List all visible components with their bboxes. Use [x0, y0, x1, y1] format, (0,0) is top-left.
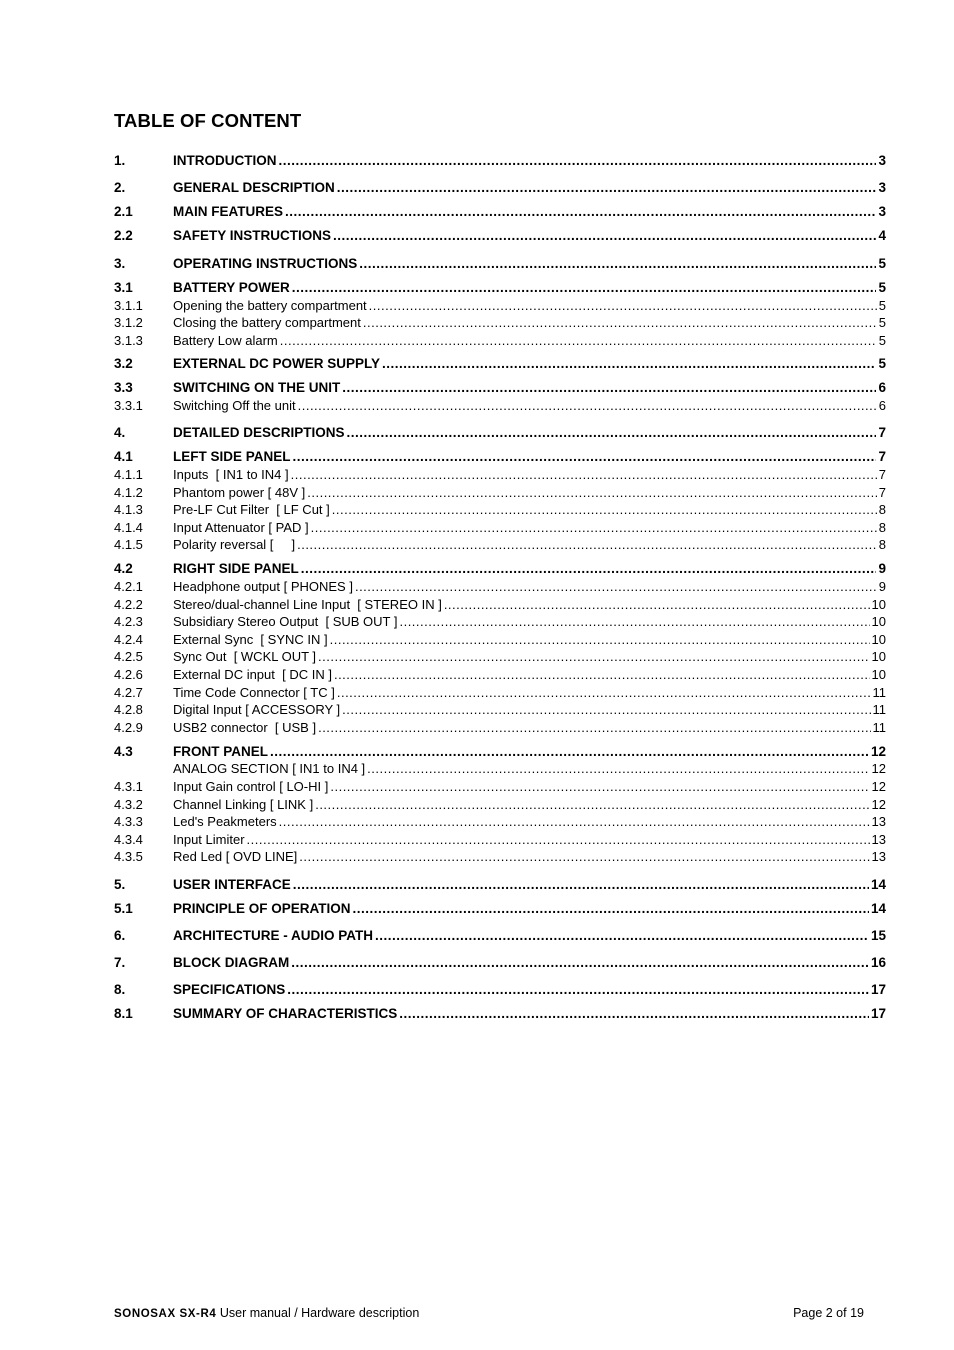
toc-dot-leader — [285, 203, 876, 220]
toc-entry-page: 14 — [870, 901, 886, 916]
toc-dot-leader — [399, 613, 869, 630]
toc-entry[interactable] — [114, 666, 886, 683]
toc-entry[interactable] — [114, 501, 886, 518]
toc-entry-number: 4.3.5 — [114, 849, 143, 864]
toc-entry-page: 5 — [878, 315, 886, 330]
toc-entry-number: 3.1.2 — [114, 315, 143, 330]
toc-entry[interactable] — [114, 719, 886, 736]
toc-entry[interactable] — [114, 314, 886, 331]
toc-entry[interactable] — [114, 332, 886, 349]
toc-entry-number: 4.3 — [114, 744, 133, 759]
toc-entry-number: 4.3.1 — [114, 779, 143, 794]
toc-entry-number: 1. — [114, 153, 126, 168]
toc-entry-page: 7 — [878, 485, 886, 500]
toc-entry-number: 6. — [114, 928, 126, 943]
toc-entry-number: 3.1 — [114, 280, 133, 295]
toc-entry-title: ANALOG SECTION [ IN1 to IN4 ] — [173, 761, 366, 776]
toc-entry[interactable] — [114, 397, 886, 414]
toc-entry-page: 17 — [870, 1006, 886, 1021]
toc-entry-title: ARCHITECTURE - AUDIO PATH — [173, 928, 373, 943]
toc-dot-leader — [247, 831, 870, 848]
toc-entry[interactable] — [114, 778, 886, 795]
toc-dot-leader — [337, 179, 877, 196]
toc-entry-page: 10 — [871, 649, 886, 664]
toc-dot-leader — [291, 954, 869, 971]
toc-dot-leader — [307, 484, 877, 501]
toc-dot-leader — [369, 297, 877, 314]
toc-entry[interactable] — [114, 876, 886, 893]
toc-entry-number: 2.2 — [114, 228, 133, 243]
toc-entry-page: 12 — [871, 779, 886, 794]
toc-entry-page: 11 — [872, 685, 886, 700]
toc-entry[interactable] — [114, 954, 886, 971]
toc-entry-number: 4.2.9 — [114, 720, 143, 735]
toc-entry-number: 8.1 — [114, 1006, 133, 1021]
toc-entry-title: SWITCHING ON THE UNIT — [173, 380, 341, 395]
toc-entry-page: 11 — [872, 720, 886, 735]
toc-entry[interactable] — [114, 203, 886, 220]
toc-dot-leader — [293, 448, 877, 465]
toc-entry-number: 4.2.6 — [114, 667, 143, 682]
toc-entry-page: 7 — [878, 425, 886, 440]
toc-entry-number: 4. — [114, 425, 126, 440]
toc-entry-page: 6 — [878, 380, 886, 395]
toc-entry-page: 5 — [878, 256, 886, 271]
toc-entry-title: Led's Peakmeters — [173, 814, 277, 829]
toc-entry-number: 4.3.4 — [114, 832, 143, 847]
toc-entry-title: Input Attenuator [ PAD ] — [173, 520, 309, 535]
toc-entry-page: 5 — [878, 333, 886, 348]
toc-entry-title: FRONT PANEL — [173, 744, 268, 759]
toc-entry-title: Sync Out [ WCKL OUT ] — [173, 649, 317, 664]
toc-entry-title: USER INTERFACE — [173, 877, 291, 892]
toc-entry[interactable] — [114, 560, 886, 577]
toc-entry-number: 4.2.7 — [114, 685, 143, 700]
toc-entry-title: SUMMARY OF CHARACTERISTICS — [173, 1006, 398, 1021]
toc-entry-title: Digital Input [ ACCESSORY ] — [173, 702, 341, 717]
toc-dot-leader — [311, 519, 877, 536]
toc-entry-title: External DC input [ DC IN ] — [173, 667, 332, 682]
toc-entry[interactable] — [114, 519, 886, 536]
toc-entry-page: 8 — [878, 502, 886, 517]
toc-entry-title: BLOCK DIAGRAM — [173, 955, 290, 970]
toc-entry[interactable] — [114, 379, 886, 396]
toc-entry-number: 4.3.3 — [114, 814, 143, 829]
toc-entry-number: 5.1 — [114, 901, 133, 916]
toc-entry[interactable] — [114, 227, 886, 244]
toc-entry[interactable] — [114, 578, 886, 595]
toc-entry-number: 4.2.8 — [114, 702, 143, 717]
toc-dot-leader — [297, 536, 877, 553]
toc-dot-leader — [342, 379, 876, 396]
toc-entry-page: 7 — [878, 449, 886, 464]
toc-dot-leader — [367, 760, 869, 777]
toc-entry-number: 3.3 — [114, 380, 133, 395]
toc-entry[interactable] — [114, 536, 886, 553]
toc-entry-page: 8 — [878, 520, 886, 535]
toc-entry-number: 4.1.5 — [114, 537, 143, 552]
toc-entry-page: 15 — [870, 928, 886, 943]
toc-dot-leader — [355, 578, 877, 595]
toc-entry-page: 9 — [878, 561, 886, 576]
toc-entry-page: 10 — [871, 614, 886, 629]
toc-entry-number: 5. — [114, 877, 126, 892]
toc-dot-leader — [270, 743, 869, 760]
toc-dot-leader — [347, 424, 877, 441]
toc-entry-title: Input Limiter — [173, 832, 245, 847]
toc-dot-leader — [299, 848, 869, 865]
toc-entry-number: 4.2.3 — [114, 614, 143, 629]
toc-dot-leader — [318, 719, 870, 736]
toc-entry-page: 10 — [871, 597, 886, 612]
toc-entry[interactable] — [114, 484, 886, 501]
toc-dot-leader — [330, 778, 869, 795]
toc-entry-page: 13 — [871, 832, 886, 847]
toc-entry-number: 4.2.1 — [114, 579, 143, 594]
toc-entry-title: Closing the battery compartment — [173, 315, 361, 330]
toc-entry-title: Battery Low alarm — [173, 333, 278, 348]
toc-entry-page: 13 — [871, 814, 886, 829]
toc-entry-page: 12 — [870, 744, 886, 759]
toc-entry-number: 3.1.3 — [114, 333, 143, 348]
toc-entry-page: 8 — [878, 537, 886, 552]
toc-entry-page: 3 — [878, 204, 886, 219]
toc-entry-title: Channel Linking [ LINK ] — [173, 797, 314, 812]
toc-entry-number: 3.3.1 — [114, 398, 143, 413]
toc-dot-leader — [292, 279, 877, 296]
toc-entry-number: 4.2.4 — [114, 632, 143, 647]
toc-dot-leader — [291, 466, 877, 483]
toc-entry[interactable] — [114, 448, 886, 465]
toc-entry[interactable] — [114, 596, 886, 613]
toc-entry-page: 12 — [871, 797, 886, 812]
toc-entry[interactable] — [114, 613, 886, 630]
toc-dot-leader — [333, 227, 876, 244]
toc-entry-page: 4 — [878, 228, 886, 243]
toc-entry-title: Input Gain control [ LO-HI ] — [173, 779, 329, 794]
toc-entry-page: 9 — [878, 579, 886, 594]
footer-page-number: Page 2 of 19 — [793, 1306, 864, 1320]
toc-entry-page: 3 — [878, 180, 886, 195]
toc-entry[interactable] — [114, 981, 886, 998]
toc-entry[interactable] — [114, 648, 886, 665]
toc-entry-title: DETAILED DESCRIPTIONS — [173, 425, 345, 440]
toc-entry[interactable] — [114, 466, 886, 483]
toc-entry-title: SAFETY INSTRUCTIONS — [173, 228, 332, 243]
toc-entry-title: USB2 connector [ USB ] — [173, 720, 317, 735]
toc-entry-number: 3.2 — [114, 356, 133, 371]
toc-dot-leader — [301, 560, 877, 577]
toc-entry[interactable] — [114, 424, 886, 441]
toc-entry[interactable] — [114, 355, 886, 372]
toc-dot-leader — [298, 397, 877, 414]
toc-entry-number: 8. — [114, 982, 126, 997]
toc-entry-title: Polarity reversal [ ] — [173, 537, 296, 552]
toc-entry-title: LEFT SIDE PANEL — [173, 449, 291, 464]
toc-entry-number: 4.1.3 — [114, 502, 143, 517]
toc-dot-leader — [337, 684, 871, 701]
toc-dot-leader — [315, 796, 869, 813]
toc-dot-leader — [334, 666, 870, 683]
toc-entry-page: 13 — [871, 849, 886, 864]
toc-entry-title: Subsidiary Stereo Output [ SUB OUT ] — [173, 614, 398, 629]
toc-entry-page: 5 — [878, 298, 886, 313]
toc-dot-leader — [287, 981, 869, 998]
toc-entry[interactable] — [114, 701, 886, 718]
toc-entry-number: 4.1.4 — [114, 520, 143, 535]
toc-dot-leader — [444, 596, 870, 613]
toc-entry-page: 17 — [870, 982, 886, 997]
toc-entry-page: 7 — [878, 467, 886, 482]
toc-dot-leader — [280, 332, 877, 349]
toc-entry-page: 3 — [878, 153, 886, 168]
toc-dot-leader — [330, 631, 870, 648]
toc-entry-title: GENERAL DESCRIPTION — [173, 180, 335, 195]
toc-entry-title: Red Led [ OVD LINE] — [173, 849, 298, 864]
toc-entry-title: Stereo/dual-channel Line Input [ STEREO IN ] — [173, 597, 442, 612]
toc-entry-number: 4.2.5 — [114, 649, 143, 664]
toc-dot-leader — [332, 501, 877, 518]
toc-dot-leader — [318, 648, 869, 665]
toc-entry[interactable] — [114, 813, 886, 830]
toc-entry-title: Pre-LF Cut Filter [ LF Cut ] — [173, 502, 330, 517]
toc-entry-title: SPECIFICATIONS — [173, 982, 286, 997]
footer-brand: SONOSAX SX-R4 — [114, 1308, 217, 1320]
toc-entry-page: 14 — [870, 877, 886, 892]
toc-entry[interactable] — [114, 796, 886, 813]
toc-entry-number: 3.1.1 — [114, 298, 143, 313]
toc-entry-title: Switching Off the unit — [173, 398, 296, 413]
toc-entry-page: 6 — [878, 398, 886, 413]
toc-entry-number: 2.1 — [114, 204, 133, 219]
toc-entry[interactable] — [114, 743, 886, 760]
toc-dot-leader — [382, 355, 876, 372]
toc-entry-number: 4.1 — [114, 449, 133, 464]
toc-entry-page: 5 — [878, 356, 886, 371]
toc-entry[interactable] — [114, 760, 886, 777]
footer-left — [114, 1306, 419, 1320]
toc-dot-leader — [353, 900, 869, 917]
toc-dot-leader — [363, 314, 877, 331]
toc-entry-title: PRINCIPLE OF OPERATION — [173, 901, 351, 916]
toc-dot-leader — [279, 813, 870, 830]
toc-entry[interactable] — [114, 179, 886, 196]
toc-entry-title: INTRODUCTION — [173, 153, 277, 168]
toc-entry-title: RIGHT SIDE PANEL — [173, 561, 299, 576]
toc-entry[interactable] — [114, 848, 886, 865]
toc-dot-leader — [375, 927, 869, 944]
footer-text: User manual / Hardware description — [219, 1306, 420, 1320]
toc-dot-leader — [399, 1005, 869, 1022]
toc-entry-title: External Sync [ SYNC IN ] — [173, 632, 328, 647]
toc-entry-number: 4.1.1 — [114, 467, 143, 482]
toc-entry-title: Time Code Connector [ TC ] — [173, 685, 335, 700]
toc-entry-page: 10 — [871, 632, 886, 647]
toc-entry[interactable] — [114, 831, 886, 848]
toc-entry[interactable] — [114, 631, 886, 648]
toc-entry[interactable] — [114, 152, 886, 169]
toc-entry[interactable] — [114, 1005, 886, 1022]
toc-entry-number: 7. — [114, 955, 126, 970]
toc-entry[interactable] — [114, 255, 886, 272]
toc-entry[interactable] — [114, 927, 886, 944]
toc-entry-title: Inputs [ IN1 to IN4 ] — [173, 467, 289, 482]
toc-entry-page: 10 — [871, 667, 886, 682]
toc-entry-number: 4.1.2 — [114, 485, 143, 500]
toc-entry-title: EXTERNAL DC POWER SUPPLY — [173, 356, 381, 371]
toc-entry[interactable] — [114, 297, 886, 314]
toc-entry[interactable] — [114, 900, 886, 917]
toc-entry-page: 5 — [878, 280, 886, 295]
page-footer — [114, 1306, 864, 1320]
toc-entry[interactable] — [114, 279, 886, 296]
toc-dot-leader — [279, 152, 877, 169]
toc-dot-leader — [359, 255, 876, 272]
toc-entry-number: 2. — [114, 180, 126, 195]
toc-entry-number: 4.3.2 — [114, 797, 143, 812]
toc-entry-title: MAIN FEATURES — [173, 204, 283, 219]
toc-entry-page: 12 — [871, 761, 886, 776]
toc-dot-leader — [342, 701, 870, 718]
page-title: TABLE OF CONTENT — [114, 110, 302, 131]
toc-entry-number: 4.2 — [114, 561, 133, 576]
toc-entry-title: Phantom power [ 48V ] — [173, 485, 306, 500]
toc-entry-number: 4.2.2 — [114, 597, 143, 612]
toc-entry[interactable] — [114, 684, 886, 701]
toc-entry-title: Headphone output [ PHONES ] — [173, 579, 353, 594]
toc-entry-title: BATTERY POWER — [173, 280, 290, 295]
toc-entry-page: 11 — [872, 702, 886, 717]
toc-entry-number: 3. — [114, 256, 126, 271]
toc-entry-title: OPERATING INSTRUCTIONS — [173, 256, 358, 271]
toc-entry-page: 16 — [870, 955, 886, 970]
toc-dot-leader — [293, 876, 869, 893]
toc-entry-title: Opening the battery compartment — [173, 298, 367, 313]
